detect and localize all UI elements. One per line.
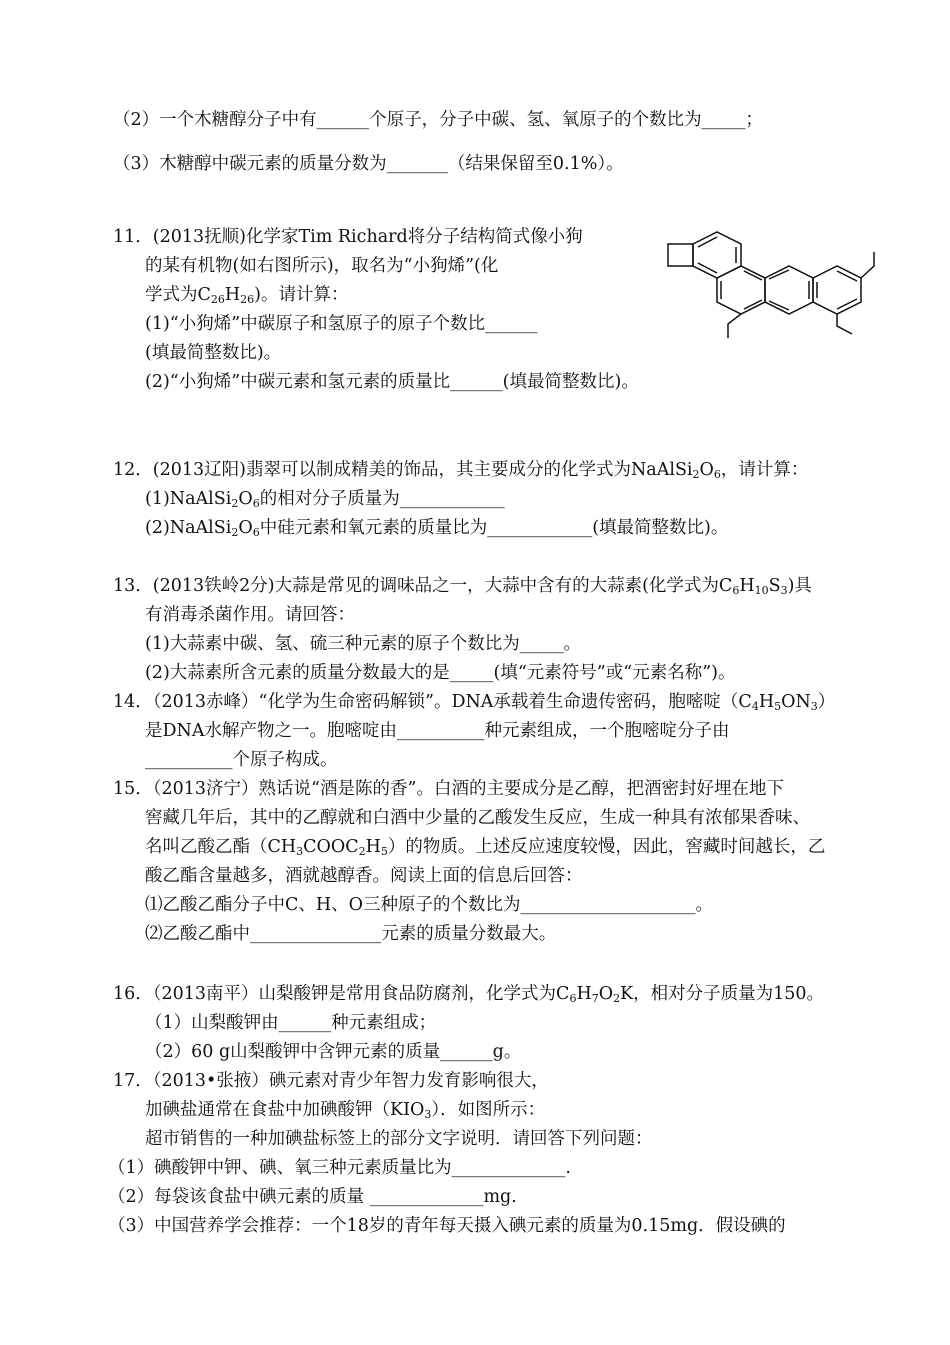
text-line: 名叫乙酸乙酯$(CH_3COOC_2H_5)$的物质。上述反应速度较慢，因此，窖藏时间越长，乙 (145, 837, 826, 858)
text-line: 学式为$C_{26}H_{26}$)。请计算： (145, 285, 349, 306)
text-line: (1)“小狗烯”中碳原子和氢原子的原子个数比______ (145, 314, 538, 334)
text-line: $(1)NaAlSi_2O_6$的相对分子质量为____________ (145, 489, 505, 510)
text-line: 17．（2013•张掖）碘元素对青少年智力发育影响很大， (113, 1071, 549, 1091)
text-line: 是DNA水解产物之一。胞嘧啶由__________种元素组成，一个胞嘧啶分子由 (145, 721, 730, 741)
text-line: $(2)NaAlSi_2O_6$中硅元素和氧元素的质量比为____________(填最简整数比)。 (145, 518, 729, 539)
text-line: （1）碘酸钾中钾、碘、氧三种元素质量比为_____________. (108, 1158, 571, 1178)
text-line: 15．（2013济宁）熟话说“酒是陈的香”。白酒的主要成分是乙醇，把酒密封好埋在地下 (113, 779, 784, 799)
text-line: 12．(2013辽阳)翡翠可以制成精美的饰品，其主要成分的化学式为$NaAlSi_2O_6$，请计算： (113, 460, 809, 481)
text-line: （2）一个木糖醇分子中有______个原子，分子中碳、氢、氧原子的个数比为_____； (113, 110, 763, 130)
text-line: (填最简整数比)。 (145, 343, 282, 363)
text-line: ⑵乙酸乙酯中_______________元素的质量分数最大。 (145, 924, 557, 944)
text-line: （3）木糖醇中碳元素的质量分数为_______（结果保留至0.1%）。 (113, 154, 624, 174)
text-line: 14．（2013赤峰）“化学为生命密码解锁”。DNA承载着生命遗传密码，胞嘧啶$(C_4H_5ON_3)$ (113, 692, 836, 713)
text-line: （3）中国营养学会推荐：一个18岁的青年每天摄入碘元素的质量为0.15mg．假设碘的 (108, 1216, 786, 1236)
dog-ene-molecule-structure-icon (658, 220, 888, 340)
text-line: (2)大蒜素所含元素的质量分数最大的是_____(填“元素符号”或“元素名称”)。 (145, 663, 736, 683)
text-line: （2）每袋该食盐中碘元素的质量 _____________mg. (108, 1187, 517, 1207)
text-line: 16．（2013南平）山梨酸钾是常用食品防腐剂，化学式为$C_6H_7O_2K$，相对分子质量为150。 (113, 984, 825, 1005)
text-line: 13．(2013铁岭2分)大蒜是常见的调味品之一，大蒜中含有的大蒜素(化学式为$C_6H_{10}S_3$)具 (113, 576, 812, 597)
text-line: __________个原子构成。 (145, 750, 338, 770)
text-line: 酸乙酯含量越多，酒就越醇香。阅读上面的信息后回答： (145, 866, 583, 886)
text-line: （1）山梨酸钾由______种元素组成； (145, 1013, 437, 1033)
text-line: 的某有机物(如右图所示)，取名为“小狗烯”(化 (145, 256, 499, 276)
text-line: (1)大蒜素中碳、氢、硫三种元素的原子个数比为_____。 (145, 634, 582, 654)
text-line: 超市销售的一种加碘盐标签上的部分文字说明．请回答下列问题： (145, 1129, 653, 1149)
text-line: ⑴乙酸乙酯分子中C、H、O三种原子的个数比为____________________。 (145, 895, 713, 915)
text-line: (2)“小狗烯”中碳元素和氢元素的质量比______(填最简整数比)。 (145, 372, 639, 392)
text-line: 加碘盐通常在食盐中加碘酸钾$(KIO_3)$．如图所示： (145, 1100, 546, 1121)
text-line: 11．(2013抚顺)化学家Tim Richard将分子结构简式像小狗 (113, 227, 583, 247)
text-line: （2）60 g山梨酸钾中含钾元素的质量______g。 (145, 1042, 522, 1062)
text-line: 窖藏几年后，其中的乙醇就和白酒中少量的乙酸发生反应，生成一种具有浓郁果香味、 (145, 808, 810, 828)
text-line: 有消毒杀菌作用。请回答： (145, 605, 355, 625)
